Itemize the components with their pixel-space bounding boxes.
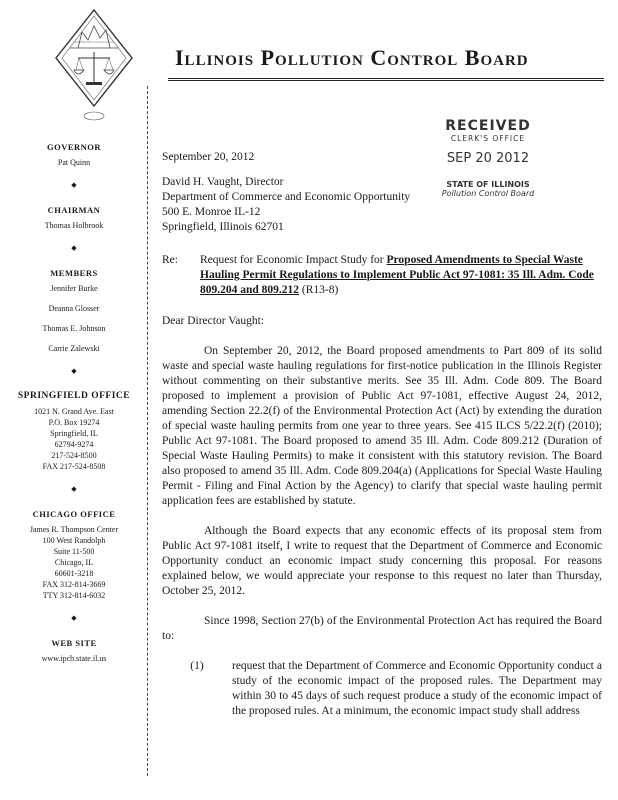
address-line: 500 E. Monroe IL-12 (162, 206, 261, 218)
member-name: Carrie Zalewski (48, 344, 100, 353)
members-heading: MEMBERS (50, 268, 98, 278)
chicago-fax: FAX 312-814-3669 (42, 580, 106, 589)
chicago-address-line: James R. Thompson Center (29, 525, 119, 534)
springfield-address-line: 62794-9274 (54, 440, 94, 449)
subject-line (162, 253, 602, 298)
chairman-name: Thomas Holbrook (44, 221, 104, 230)
recipient-address (162, 175, 602, 235)
re-text (200, 253, 602, 298)
sidebar-divider (147, 86, 148, 776)
list-item (162, 659, 602, 719)
springfield-address-line: P.O. Box 19274 (48, 418, 100, 427)
stamp-date: SEP 20 2012 (446, 151, 530, 166)
letter-date: September 20, 2012 (162, 151, 255, 163)
stamp-office: CLERK'S OFFICE (450, 134, 526, 143)
list-text: request that the Department of Commerce and Economic Opportunity conduct a study of the economic impact of the proposed rules. The Department may within 30 to 45 days of such request produce a study of the economic impact of the proposed rules. At a minimum, the economic impact study shall address (232, 660, 602, 717)
springfield-address-line: Springfield, IL (50, 429, 98, 438)
chicago-tty: TTY 312-814-6032 (42, 591, 106, 600)
chairman-heading: CHAIRMAN (47, 205, 101, 215)
address-line: Springfield, Illinois 62701 (162, 221, 284, 233)
chicago-address-line: Chicago, IL (54, 558, 94, 567)
governor-name: Pat Quinn (57, 158, 91, 167)
paragraph: Since 1998, Section 27(b) of the Environmental Protection Act has required the Board to: (162, 615, 602, 642)
paragraph: Although the Board expects that any economic effects of its proposal stem from Public Act 97-1081 itself, I write to request that the Department of Commerce and Economic Opportunity conduct an economic impact study concerning this proposal. For reasons explained below, we would appreciate your response to this request no later than Thursday, October 25, 2012. (162, 525, 602, 597)
address-line: Department of Commerce and Economic Opportunity (162, 191, 411, 203)
board-seal-logo (52, 8, 136, 128)
stamp-state: STATE OF ILLINOIS (446, 180, 530, 189)
salutation: Dear Director Vaught: (162, 315, 264, 327)
chicago-address-line: Suite 11-500 (53, 547, 95, 556)
chicago-address-line: 100 West Randolph (42, 536, 106, 545)
address-line: David H. Vaught, Director (162, 176, 284, 188)
website-url[interactable]: www.ipcb.state.il.us (41, 654, 107, 663)
springfield-office-heading: SPRINGFIELD OFFICE (17, 391, 131, 401)
chicago-address-line: 60601-3218 (54, 569, 94, 578)
stamp-received: RECEIVED (445, 118, 531, 134)
springfield-fax: FAX 217-524-8508 (42, 462, 106, 471)
member-name: Thomas E. Johnson (42, 324, 106, 333)
list-number: (1) (190, 660, 204, 672)
chicago-office-heading: CHICAGO OFFICE (32, 509, 116, 519)
letter-body (162, 150, 602, 719)
re-label: Re: (162, 254, 178, 266)
diamond-icon: ◆ (71, 367, 77, 375)
board-title: Illinois Pollution Control Board (175, 45, 529, 70)
header-rule (168, 78, 604, 81)
springfield-address-line: 1021 N. Grand Ave. East (34, 407, 114, 416)
member-name: Deanna Glosser (48, 304, 100, 313)
re-title: Proposed Amendments to Special Waste Hauling Permit Regulations to Implement Public Act 97-1081: 35 Ill. Adm. Code 809.204 and 809.212 (200, 254, 594, 296)
diamond-icon: ◆ (71, 485, 77, 493)
governor-heading: GOVERNOR (46, 142, 102, 152)
diamond-icon: ◆ (71, 614, 77, 622)
sidebar (8, 142, 140, 664)
stamp-board: Pollution Control Board (441, 189, 535, 198)
re-docket: (R13-8) (299, 284, 339, 296)
springfield-phone: 217-524-8500 (51, 451, 97, 460)
paragraph: On September 20, 2012, the Board proposed amendments to Part 809 of its solid waste and special waste hauling regulations for first-notice publication in the Illinois Register without commenting on their substantive merits. See 35 Ill. Adm. Code 809. The Board proposed to implement a provision of Public Act 97-1081, effective August 24, 2012, amending Section 22.2(f) of the Environmental Protection Act (Act) by extending the duration of special waste hauling permits from one year to three years. See 415 ILCS 5/22.2(f) (2010); Public Act 97-1081. The Board proposed to amend 35 Ill. Adm. Code 809.212 (Duration of Special Waste Hauling Permits) to make it consistent with this statutory revision. The Board also proposed to amend 35 Ill. Adm. Code 809.204(a) (Applications for Special Waste Hauling Permit - Filing and Final Action by the Agency) to clarify that special waste hauling permit application fees are established by statute. (162, 345, 602, 507)
re-plain: Request for Economic Impact Study for (200, 254, 387, 266)
member-name: Jennifer Burke (50, 284, 98, 293)
diamond-icon: ◆ (71, 244, 77, 252)
diamond-icon: ◆ (71, 181, 77, 189)
website-heading: WEB SITE (51, 638, 97, 648)
